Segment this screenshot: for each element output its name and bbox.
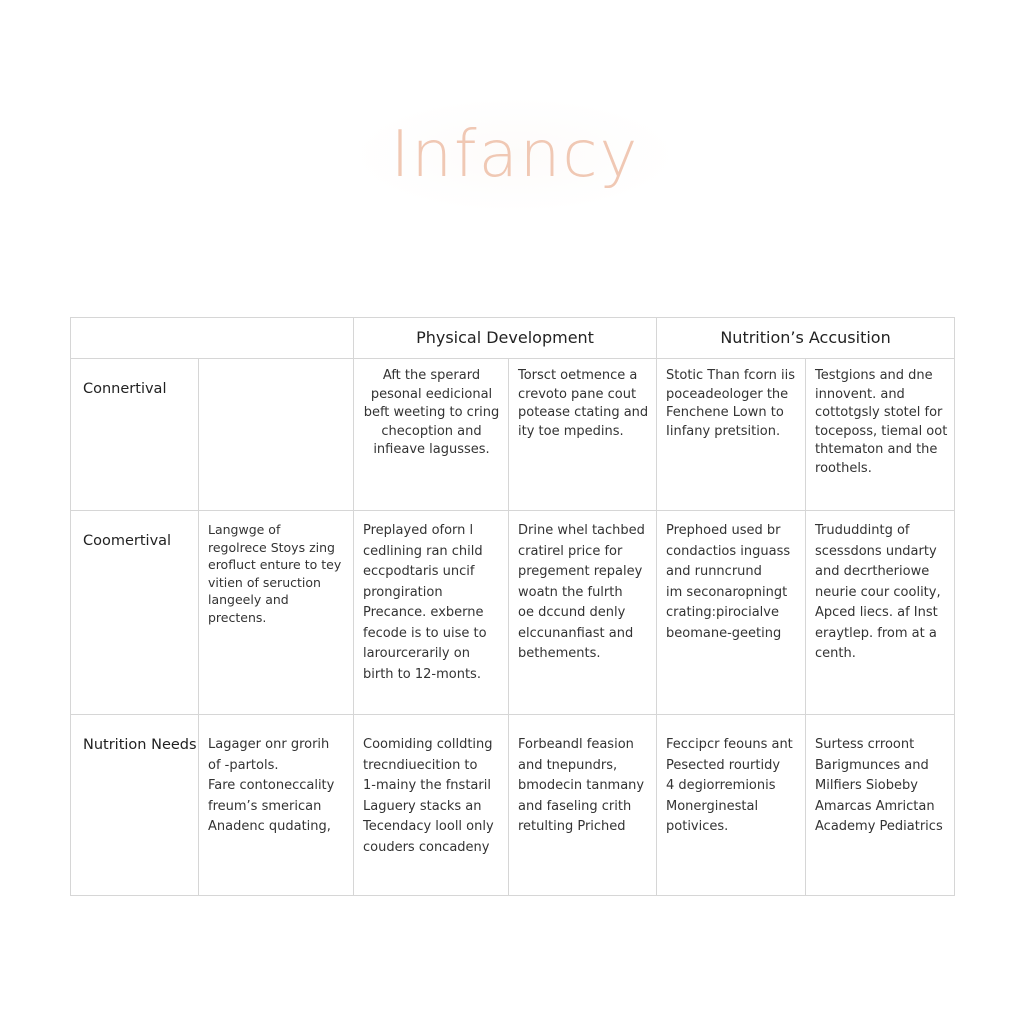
cell-text-line: and runncrund bbox=[666, 564, 762, 579]
cell-text-line: erofluct enture to tey bbox=[208, 557, 342, 572]
table-row bbox=[71, 715, 955, 896]
cell-text-line: Amarcas Amrictan bbox=[815, 798, 935, 814]
cell-text-line: infieave lagusses. bbox=[373, 442, 490, 457]
cell-text-line: vitien of seruction bbox=[208, 574, 321, 590]
cell-text-line: potivices. bbox=[666, 819, 729, 834]
cell-text-line: Preplayed oforn l bbox=[363, 523, 474, 538]
cell-text-line: larourcerarily on bbox=[363, 646, 470, 661]
cell-text-line: crevoto pane cout bbox=[518, 386, 637, 402]
cell-text-line: regolrece Stoys zing bbox=[208, 539, 335, 555]
cell-text-line: elccunanfiast and bbox=[518, 625, 634, 641]
cell-text-line: centh. bbox=[815, 646, 856, 661]
cell-text-line: Coomiding colldting bbox=[363, 737, 493, 752]
table-cell bbox=[509, 715, 657, 896]
table-cell bbox=[354, 715, 509, 896]
cell-text-line: Precance. exberne bbox=[363, 605, 484, 620]
cell-text-line: crating:pirocialve bbox=[666, 605, 779, 620]
cell-text-line: prongiration bbox=[363, 584, 443, 600]
cell-text-line: im seconaropningt bbox=[666, 584, 788, 600]
cell-text-line: Laguery stacks an bbox=[363, 798, 482, 814]
cell-text-line: poceadeologer the bbox=[666, 386, 789, 402]
table-cell bbox=[657, 511, 806, 715]
table-cell bbox=[509, 511, 657, 715]
cell-text-line: Monerginestal bbox=[666, 798, 759, 814]
cell-text-line: and faseling crith bbox=[518, 798, 632, 814]
cell-text-line: eraytlep. from at a bbox=[815, 625, 937, 641]
header-nutrition-acquisition: Nutrition’s Accusition bbox=[657, 318, 955, 359]
cell-text-line: Milfiers Siobeby bbox=[815, 778, 918, 793]
cell-text-line: bmodecin tanmany bbox=[518, 778, 645, 793]
cell-text-line: fecode is to uise to bbox=[363, 625, 487, 641]
cell-text-line: langeely and bbox=[208, 592, 289, 607]
cell-text-line: 1-mainy the fnstaril bbox=[363, 778, 491, 793]
cell-text-line: toceposs, tiemal oot bbox=[815, 423, 948, 439]
table-cell bbox=[354, 511, 509, 715]
row-label: Connertival bbox=[71, 359, 199, 511]
cell-text-line: beft weeting to cring bbox=[363, 405, 500, 420]
table-cell bbox=[806, 715, 955, 896]
cell-text-line: couders concadeny bbox=[363, 839, 490, 855]
cell-text-line: Stotic Than fcorn iis bbox=[666, 368, 795, 383]
cell-text-line: trecndiuecition to bbox=[363, 757, 478, 773]
cell-text-line: Surtess crroont bbox=[815, 737, 915, 752]
cell-text-line: checoption and bbox=[381, 423, 482, 439]
cell-text-line: cratirel price for bbox=[518, 543, 623, 559]
cell-text-line: prectens. bbox=[208, 609, 267, 625]
cell-text-line: Lagager onr grorih bbox=[208, 737, 330, 752]
cell-text-line: Academy Pediatrics bbox=[815, 819, 943, 834]
row-label: Coomertival bbox=[71, 511, 199, 715]
cell-text-line: 4 degiorremionis bbox=[666, 778, 776, 793]
cell-text-line: Anadenc qudating, bbox=[208, 819, 331, 834]
cell-text-line: freum’s smerican bbox=[208, 798, 322, 814]
cell-text-line: bethements. bbox=[518, 646, 601, 661]
table-cell bbox=[199, 511, 354, 715]
cell-text-line: innovent. and bbox=[815, 386, 905, 402]
table-cell bbox=[806, 359, 955, 511]
cell-text-line: Torsct oetmence a bbox=[518, 368, 638, 383]
infancy-table bbox=[70, 317, 955, 896]
table-cell bbox=[657, 715, 806, 896]
cell-text-line: and tnepundrs, bbox=[518, 757, 618, 773]
cell-text-line: birth to 12-monts. bbox=[363, 666, 481, 682]
cell-text-line: woatn the fulrth bbox=[518, 584, 623, 600]
cell-text-line: Fare contoneccality bbox=[208, 778, 335, 793]
header-physical-development: Physical Development bbox=[354, 318, 657, 359]
cell-text-line: potease ctating and bbox=[518, 405, 649, 420]
table-cell bbox=[509, 359, 657, 511]
header-empty bbox=[71, 318, 354, 359]
cell-text-line: retulting Priched bbox=[518, 819, 626, 834]
cell-text-line: thtematon and the bbox=[815, 442, 938, 457]
cell-text-line: Testgions and dne bbox=[815, 368, 933, 383]
cell-text-line: ity toe mpedins. bbox=[518, 423, 624, 439]
cell-text-line: Aft the sperard bbox=[382, 368, 481, 383]
cell-text-line: of -partols. bbox=[208, 757, 279, 773]
cell-text-line: oe dccund denly bbox=[518, 605, 626, 620]
table-cell bbox=[199, 359, 354, 511]
cell-text-line: Prephoed used br bbox=[666, 523, 781, 538]
cell-text-line: Tecendacy looll only bbox=[363, 819, 494, 834]
cell-text-line: eccpodtaris uncif bbox=[363, 564, 475, 579]
cell-text-line: cedlining ran child bbox=[363, 543, 483, 559]
cell-text-line: beomane-geeting bbox=[666, 625, 782, 641]
table-cell bbox=[657, 359, 806, 511]
header-row bbox=[71, 318, 955, 359]
cell-text-line: pregement repaley bbox=[518, 564, 643, 579]
table-cell bbox=[199, 715, 354, 896]
page-title: Infancy bbox=[390, 118, 640, 192]
cell-text-line: Drine whel tachbed bbox=[518, 523, 645, 538]
cell-text-line: condactios inguass bbox=[666, 543, 791, 559]
cell-text-line: Pesected rourtidy bbox=[666, 757, 781, 773]
row-label: Nutrition Needs bbox=[71, 715, 199, 896]
table-row bbox=[71, 359, 955, 511]
cell-text-line: cottotgsly stotel for bbox=[815, 405, 943, 420]
cell-text-line: Feccipcr feouns ant bbox=[666, 737, 793, 752]
cell-text-line: roothels. bbox=[815, 460, 872, 476]
cell-text-line: Apced liecs. af Inst bbox=[815, 605, 938, 620]
title-container bbox=[360, 100, 670, 210]
cell-text-line: neurie cour coolity, bbox=[815, 584, 941, 600]
cell-text-line: pesonal eedicional bbox=[370, 386, 493, 402]
cell-text-line: scessdons undarty bbox=[815, 543, 937, 559]
table-cell bbox=[354, 359, 509, 511]
table-row bbox=[71, 511, 955, 715]
cell-text-line: Forbeandl feasion bbox=[518, 737, 634, 752]
cell-text-line: and decrtheriowe bbox=[815, 564, 930, 579]
cell-text-line: Langwge of bbox=[208, 522, 281, 537]
cell-text-line: Iinfany pretsition. bbox=[666, 423, 781, 439]
cell-text-line: Fenchene Lown to bbox=[666, 405, 784, 420]
cell-text-line: Barigmunces and bbox=[815, 757, 929, 773]
cell-text-line: Trududdintg of bbox=[815, 523, 910, 538]
table-cell bbox=[806, 511, 955, 715]
